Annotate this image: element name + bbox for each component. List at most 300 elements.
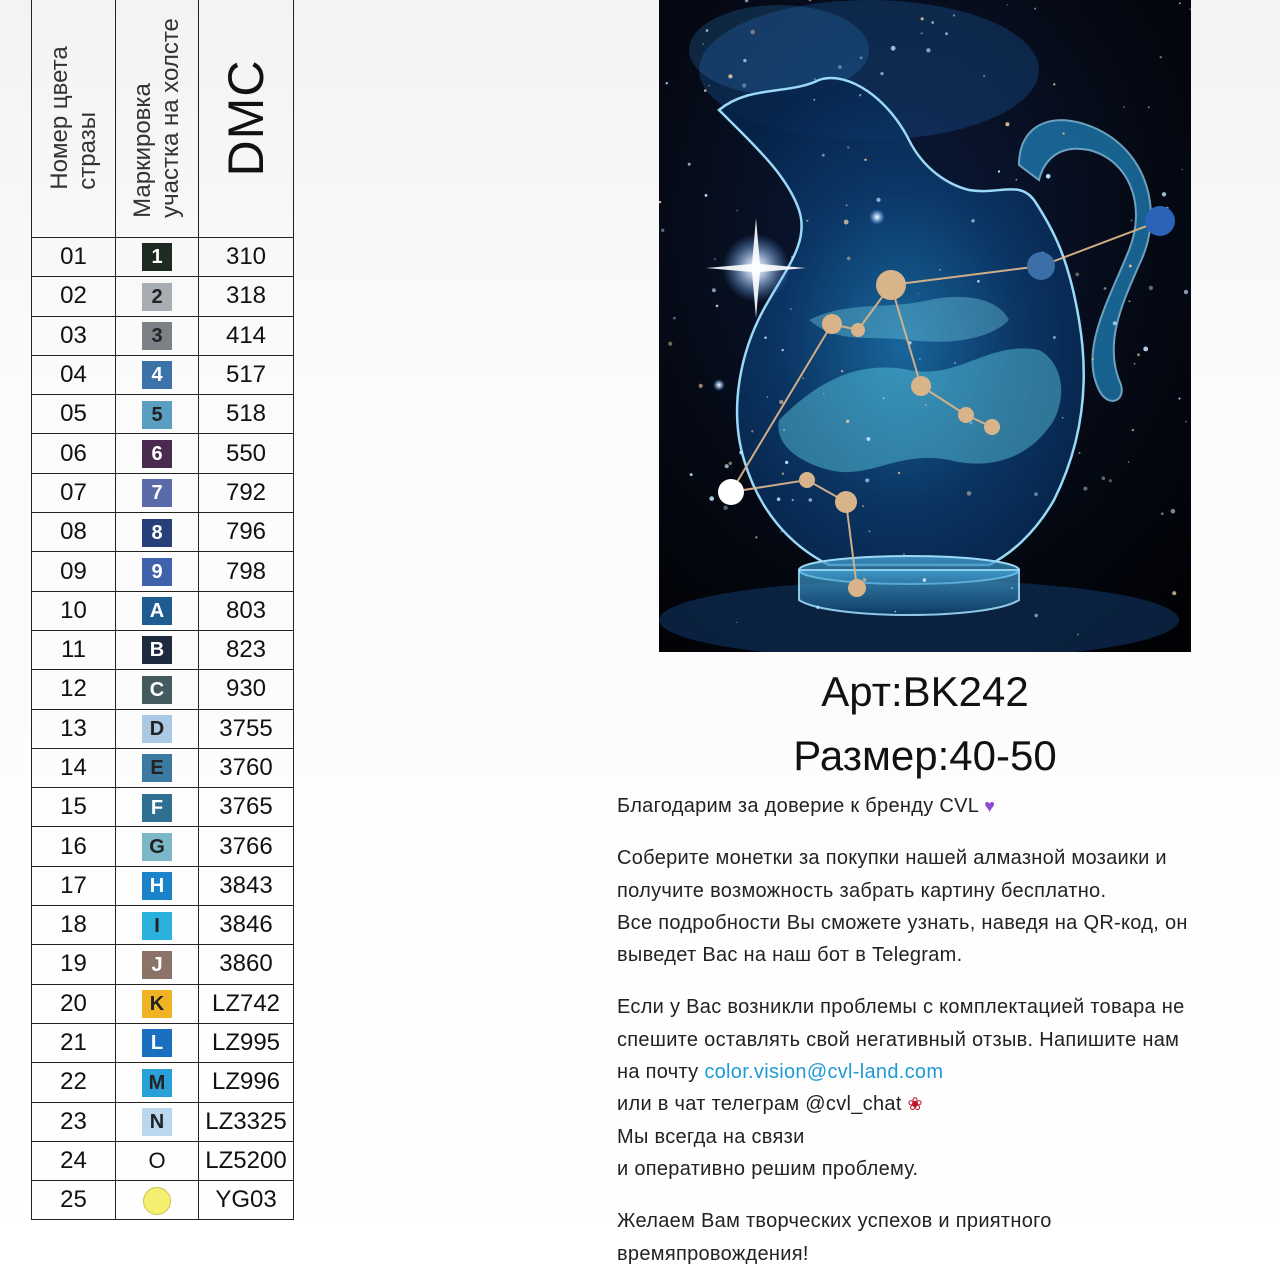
star-dot [783, 429, 785, 431]
color-swatch: A [142, 597, 172, 625]
star-dot [706, 29, 709, 32]
color-number-cell: 16 [32, 827, 116, 866]
dmc-code-cell: 318 [199, 277, 294, 316]
star-dot [792, 499, 794, 501]
table-row [32, 866, 294, 905]
dmc-code-cell: 3766 [199, 827, 294, 866]
star-dot [1035, 614, 1038, 617]
marking-cell [116, 1141, 199, 1180]
star-dot [704, 89, 707, 92]
table-row [32, 670, 294, 709]
dmc-code-cell: YG03 [199, 1181, 294, 1220]
star-dot [668, 342, 672, 346]
star-dot [728, 74, 732, 78]
color-number-cell: 01 [32, 238, 116, 277]
marking-cell [116, 1063, 199, 1102]
star-dot [859, 94, 861, 96]
star-dot [791, 256, 794, 259]
color-swatch: N [142, 1108, 172, 1136]
star-dot [998, 170, 1000, 172]
star-dot [755, 536, 757, 538]
marking-cell [116, 945, 199, 984]
star-dot [883, 397, 885, 399]
star-dot [1062, 132, 1064, 134]
color-swatch: 3 [142, 322, 172, 350]
thanks-line [617, 790, 1257, 822]
star-dot [1149, 286, 1153, 290]
marking-cell [116, 788, 199, 827]
header-dmc-label: DMC [218, 59, 274, 177]
color-swatch: M [142, 1069, 172, 1097]
dmc-code-cell: 803 [199, 591, 294, 630]
color-number-cell: 10 [32, 591, 116, 630]
star-dot [1046, 174, 1051, 179]
star-dot [1134, 363, 1136, 365]
star-dot [716, 305, 719, 308]
support-line-4 [617, 1088, 1257, 1120]
color-number-cell: 18 [32, 906, 116, 945]
table-row [32, 1023, 294, 1062]
color-number-cell: 17 [32, 866, 116, 905]
table-row [32, 1102, 294, 1141]
star-dot [1162, 192, 1166, 196]
dmc-code-cell: 3843 [199, 866, 294, 905]
wishes-line-2: времяпровождения! [617, 1242, 809, 1265]
marking-cell [116, 709, 199, 748]
color-swatch: H [142, 872, 172, 900]
email-prefix: на почту [617, 1061, 699, 1084]
star-dot [806, 220, 808, 222]
jug-base [799, 570, 1019, 615]
star-dot [867, 437, 871, 441]
table-row [32, 984, 294, 1023]
star-dot [918, 293, 919, 294]
table-row [32, 906, 294, 945]
dmc-code-cell: 550 [199, 434, 294, 473]
constellation-star [958, 407, 974, 423]
coins-line-2: получите возможность забрать картину бесплатно. [617, 879, 1107, 902]
star-dot [880, 72, 883, 75]
color-swatch: D [142, 715, 172, 743]
dmc-code-cell: LZ3325 [199, 1102, 294, 1141]
star-dot [898, 472, 900, 474]
star-dot [846, 205, 848, 207]
star-dot [841, 370, 843, 372]
color-number-cell: 12 [32, 670, 116, 709]
table-row [32, 395, 294, 434]
star-dot [823, 393, 824, 394]
color-number-cell: 02 [32, 277, 116, 316]
star-dot [846, 420, 849, 423]
constellation-star [718, 479, 744, 505]
color-swatch [143, 1187, 171, 1215]
dmc-code-cell: LZ5200 [199, 1141, 294, 1180]
coins-line-1: Соберите монетки за покупки нашей алмазной мозаики и [617, 847, 1167, 870]
dmc-code-cell: 798 [199, 552, 294, 591]
dmc-code-cell: 792 [199, 473, 294, 512]
star-dot [742, 83, 746, 87]
star-dot [919, 358, 921, 360]
dmc-code-cell: 517 [199, 355, 294, 394]
color-number-cell: 11 [32, 630, 116, 669]
star-dot [1053, 336, 1056, 339]
star-dot [1128, 300, 1130, 302]
dmc-code-cell: 3755 [199, 709, 294, 748]
star-dot [1016, 179, 1018, 181]
color-number-cell: 05 [32, 395, 116, 434]
star-dot [1007, 4, 1008, 5]
color-number-cell: 19 [32, 945, 116, 984]
support-line-5: Мы всегда на связи [617, 1125, 805, 1148]
star-dot [751, 430, 753, 432]
star-dot [705, 194, 708, 197]
table-row [32, 827, 294, 866]
star-dot [1005, 122, 1009, 126]
article-number: Арт:BK242 [821, 668, 1029, 715]
color-number-cell: 24 [32, 1141, 116, 1180]
color-number-cell: 09 [32, 552, 116, 591]
star-dot [712, 288, 716, 292]
table-row [32, 945, 294, 984]
star-dot [1131, 220, 1133, 222]
star-dot [1104, 287, 1107, 290]
star-dot [983, 75, 985, 77]
star-dot [1143, 347, 1148, 352]
star-dot [1182, 169, 1183, 170]
color-swatch: E [142, 754, 172, 782]
star-dot [1011, 587, 1013, 589]
dmc-code-cell: 796 [199, 513, 294, 552]
star-dot [869, 530, 871, 532]
dmc-code-cell: 930 [199, 670, 294, 709]
star-dot [1062, 417, 1064, 419]
constellation-star [822, 314, 842, 334]
dmc-code-cell: 823 [199, 630, 294, 669]
color-swatch: 8 [142, 519, 172, 547]
table-row [32, 355, 294, 394]
star-dot [967, 491, 972, 496]
marking-cell [116, 238, 199, 277]
star-dot [1124, 106, 1125, 107]
star-dot [709, 496, 714, 501]
color-swatch: F [142, 794, 172, 822]
star-dot [1129, 265, 1132, 268]
star-dot [925, 404, 927, 406]
header-marking [116, 0, 199, 238]
constellation-star [911, 376, 931, 396]
table-header-row [32, 0, 294, 238]
marking-cell [116, 513, 199, 552]
table-row [32, 1063, 294, 1102]
star-dot [1083, 487, 1087, 491]
star-dot [1185, 421, 1187, 423]
constellation-star [876, 270, 906, 300]
star-dot [977, 280, 980, 283]
table-body [32, 238, 294, 1220]
color-number-cell: 07 [32, 473, 116, 512]
dmc-code-cell: 3860 [199, 945, 294, 984]
star-dot [860, 56, 863, 59]
marking-cell [116, 748, 199, 787]
star-dot [750, 30, 755, 35]
chat-text: или в чат телеграм @cvl_chat [617, 1093, 902, 1116]
star-dot [838, 65, 842, 69]
star-dot [1053, 83, 1055, 85]
marking-cell [116, 552, 199, 591]
small-star-left [713, 379, 725, 391]
star-dot [847, 146, 849, 148]
star-dot [661, 229, 664, 232]
header-marking-line2: участка на холсте [157, 18, 184, 218]
dmc-code-cell: 3760 [199, 748, 294, 787]
star-dot [1113, 321, 1117, 325]
star-dot [777, 497, 781, 501]
dmc-code-cell: LZ996 [199, 1063, 294, 1102]
thanks-text: Благодарим за доверие к бренду CVL [617, 795, 979, 817]
star-dot [1179, 3, 1181, 5]
table-row [32, 316, 294, 355]
star-dot [1078, 452, 1080, 454]
star-dot [688, 163, 691, 166]
star-dot [816, 606, 819, 609]
star-dot [954, 362, 956, 364]
product-size: Размер:40-50 [793, 732, 1057, 779]
star-dot [782, 473, 784, 475]
star-dot [737, 210, 739, 212]
header-number-line1: Номер цвета [45, 46, 73, 190]
color-swatch: 2 [142, 283, 172, 311]
star-dot [739, 451, 743, 455]
star-dot [891, 46, 896, 51]
star-dot [923, 578, 927, 582]
table-row [32, 748, 294, 787]
star-dot [1109, 479, 1112, 482]
color-swatch: B [142, 636, 172, 664]
star-dot [1077, 634, 1079, 636]
star-dot [673, 317, 676, 320]
star-dot [1190, 9, 1191, 10]
star-dot [971, 219, 974, 222]
star-dot [1184, 290, 1188, 294]
color-swatch: C [142, 676, 172, 704]
star-dot [1161, 512, 1164, 515]
dmc-code-cell: LZ995 [199, 1023, 294, 1062]
star-dot [666, 82, 668, 84]
star-dot [729, 462, 732, 465]
color-number-cell: 15 [32, 788, 116, 827]
color-number-cell: 21 [32, 1023, 116, 1062]
color-swatch: I [142, 912, 172, 940]
color-number-cell: 03 [32, 316, 116, 355]
star-dot [708, 85, 709, 86]
coins-line-4: выведет Вас на наш бот в Telegram. [617, 944, 963, 967]
star-dot [844, 220, 849, 225]
star-dot [865, 478, 869, 482]
marking-cell [116, 277, 199, 316]
star-dot [736, 622, 737, 623]
star-dot [809, 498, 813, 502]
table-row [32, 277, 294, 316]
marking-cell [116, 473, 199, 512]
dmc-code-cell: 3765 [199, 788, 294, 827]
marking-cell [116, 395, 199, 434]
table-row [32, 473, 294, 512]
marking-cell [116, 434, 199, 473]
table-row [32, 1141, 294, 1180]
star-dot [1179, 398, 1181, 400]
star-dot [864, 159, 866, 161]
table-row [32, 591, 294, 630]
color-number-cell: 23 [32, 1102, 116, 1141]
color-swatch: G [142, 833, 172, 861]
marking-cell [116, 1023, 199, 1062]
star-dot [1160, 56, 1162, 58]
star-dot [782, 349, 784, 351]
star-dot [939, 269, 941, 271]
star-dot [1075, 273, 1079, 277]
star-dot [1132, 429, 1134, 431]
color-number-cell: 22 [32, 1063, 116, 1102]
color-table [31, 0, 294, 1220]
marking-cell [116, 630, 199, 669]
constellation-star [799, 472, 815, 488]
purple-heart-icon: ♥ [984, 796, 996, 816]
star-dot [1171, 509, 1176, 514]
dmc-code-cell: LZ742 [199, 984, 294, 1023]
dmc-code-cell: 3846 [199, 906, 294, 945]
table-row [32, 238, 294, 277]
star-dot [921, 32, 923, 34]
table-row [32, 434, 294, 473]
star-dot [894, 611, 896, 613]
constellation-star [835, 491, 857, 513]
support-line-3 [617, 1056, 1257, 1088]
star-dot [725, 464, 729, 468]
color-swatch: 6 [142, 440, 172, 468]
star-dot [862, 505, 864, 507]
color-swatch: O [148, 1148, 166, 1174]
marking-cell [116, 355, 199, 394]
color-swatch: 9 [142, 558, 172, 586]
marking-cell [116, 316, 199, 355]
star-dot [863, 578, 867, 582]
header-marking-line1: Маркировка [129, 83, 156, 218]
star-dot [714, 258, 716, 260]
constellation-star [851, 323, 865, 337]
marking-cell [116, 1181, 199, 1220]
color-number-cell: 06 [32, 434, 116, 473]
small-star [869, 209, 885, 225]
marking-cell [116, 866, 199, 905]
dmc-code-cell: 518 [199, 395, 294, 434]
star-dot [1137, 353, 1140, 356]
star-dot [1128, 461, 1129, 462]
star-dot [876, 198, 880, 202]
star-dot [780, 531, 782, 533]
constellation-star [984, 419, 1000, 435]
star-dot [822, 154, 825, 157]
info-text [617, 790, 1257, 1270]
star-dot [699, 384, 703, 388]
star-dot [921, 17, 924, 20]
star-dot [1148, 106, 1150, 108]
constellation-star [1027, 252, 1055, 280]
star-dot [1091, 358, 1093, 360]
star-dot [747, 94, 749, 96]
header-color-number [32, 0, 116, 238]
star-dot [945, 32, 948, 35]
color-number-cell: 25 [32, 1181, 116, 1220]
color-swatch: 1 [142, 243, 172, 271]
star-dot [779, 400, 783, 404]
constellation-star [1145, 206, 1175, 236]
table-row [32, 552, 294, 591]
color-swatch: J [142, 951, 172, 979]
marking-cell [116, 906, 199, 945]
color-number-cell: 13 [32, 709, 116, 748]
star-dot [743, 59, 746, 62]
star-dot [803, 378, 804, 379]
color-number-cell: 04 [32, 355, 116, 394]
color-swatch: 7 [142, 479, 172, 507]
support-line-2: спешите оставлять свой негативный отзыв. Напишите нам [617, 1028, 1180, 1051]
star-dot [785, 461, 788, 464]
table-row [32, 630, 294, 669]
marking-cell [116, 827, 199, 866]
star-dot [847, 257, 851, 261]
color-swatch: L [142, 1029, 172, 1057]
star-dot [764, 337, 766, 339]
marking-cell [116, 1102, 199, 1141]
product-artwork [659, 0, 1191, 652]
support-line-6: и оперативно решим проблему. [617, 1157, 919, 1180]
color-number-cell: 08 [32, 513, 116, 552]
color-swatch: K [142, 990, 172, 1018]
star-dot [790, 308, 791, 309]
table-row [32, 1181, 294, 1220]
star-dot [1102, 476, 1106, 480]
header-dmc [199, 0, 294, 238]
marking-cell [116, 670, 199, 709]
star-dot [702, 43, 704, 45]
color-number-cell: 14 [32, 748, 116, 787]
marking-cell [116, 984, 199, 1023]
star-dot [1172, 591, 1176, 595]
header-number-line2: стразы [73, 112, 101, 190]
star-dot [953, 14, 955, 16]
email-link[interactable]: color.vision@cvl-land.com [704, 1061, 944, 1084]
constellation-star [848, 579, 866, 597]
star-dot [723, 506, 727, 510]
star-dot [813, 99, 815, 101]
color-swatch: 4 [142, 361, 172, 389]
table-row [32, 513, 294, 552]
star-dot [1034, 8, 1036, 10]
dmc-code-cell: 310 [199, 238, 294, 277]
rose-icon: ❀ [907, 1094, 923, 1115]
table-row [32, 788, 294, 827]
star-dot [690, 473, 693, 476]
table-row [32, 709, 294, 748]
star-dot [1034, 492, 1038, 496]
star-dot [931, 21, 934, 24]
star-dot [903, 553, 905, 555]
coins-line-3: Все подробности Вы сможете узнать, наведя на QR-код, он [617, 911, 1188, 934]
star-dot [767, 396, 769, 398]
star-dot [926, 48, 930, 52]
star-dot [1018, 594, 1020, 596]
wishes-line-1: Желаем Вам творческих успехов и приятного [617, 1210, 1052, 1233]
